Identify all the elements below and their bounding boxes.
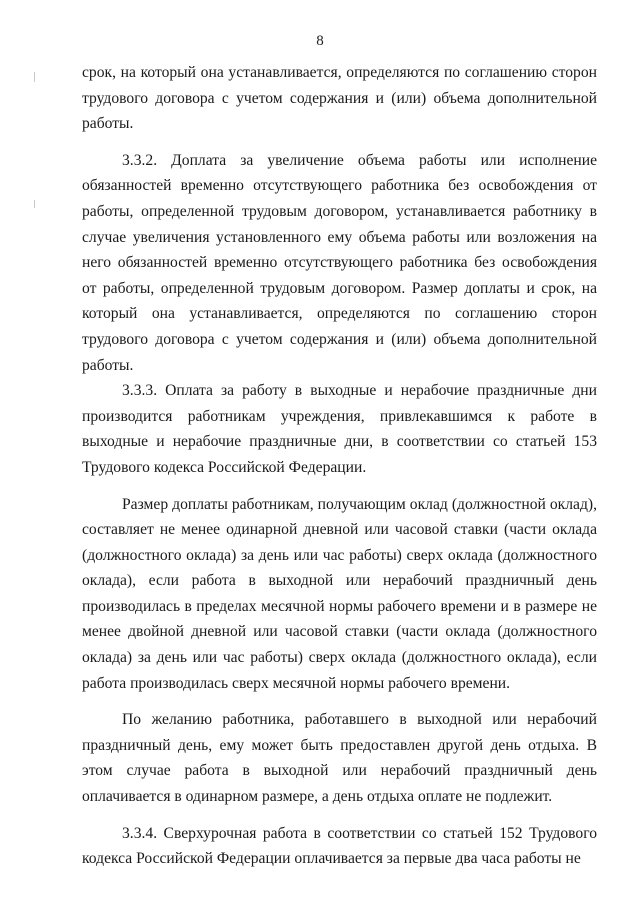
paragraph-payment-size: Размер доплаты работникам, получающим оклад (должностной оклад), составляет не менее одинарной дневной или часовой ставки (части оклада (должностного оклада) за день или час работы) сверх оклада (должностного оклада), если работа в выходной или нерабочий праздничный день производилась в пределах месячной нормы рабочего времени и в размере не менее двойной дневной или часовой ставки (части оклада (должностного оклада) за день или час работы) сверх оклада (должностного оклада), если работа производилась сверх месячной нормы рабочего времени.	[82, 495, 597, 692]
paragraph-day-off: По желанию работника, работавшего в выходной или нерабочий праздничный день, ему может быть предоставлен другой день отдыха. В этом случае работа в выходной или нерабочий праздничный день оплачивается в одинарном размере, а день отдыха оплате не подлежит.	[82, 711, 597, 806]
document-body	[82, 60, 597, 872]
page-number: 8	[316, 33, 324, 49]
paragraph-continuation: срок, на который она устанавливается, определяются по соглашению сторон трудового договора с учетом содержания и (или) объема дополнительной работы.	[82, 64, 597, 133]
scan-margin-mark	[34, 200, 35, 208]
paragraph-3-3-2: 3.3.2. Доплата за увеличение объема работы или исполнение обязанностей временно отсутствующего работника без освобождения от работы, определенной трудовым договором, устанавливается работнику в случае увеличения установленного ему объема работы или возложения на него обязанностей временно отсутствующего работника без освобождения от работы, определенной трудовым договором. Размер доплаты и срок, на который она устанавливается, определяются по соглашению сторон трудового договора с учетом содержания и (или) объема дополнительной работы.	[82, 151, 597, 374]
paragraph-3-3-4: 3.3.4. Сверхурочная работа в соответствии со статьей 152 Трудового кодекса Российской Федерации оплачивается за первые два часа работы не	[82, 824, 597, 868]
scan-margin-mark	[34, 72, 35, 82]
paragraph-3-3-3: 3.3.3. Оплата за работу в выходные и нерабочие праздничные дни производится работникам учреждения, привлекавшимся к работе в выходные и нерабочие праздничные дни, в соответствии со статьей 153 Трудового кодекса Российской Федерации.	[82, 382, 597, 476]
